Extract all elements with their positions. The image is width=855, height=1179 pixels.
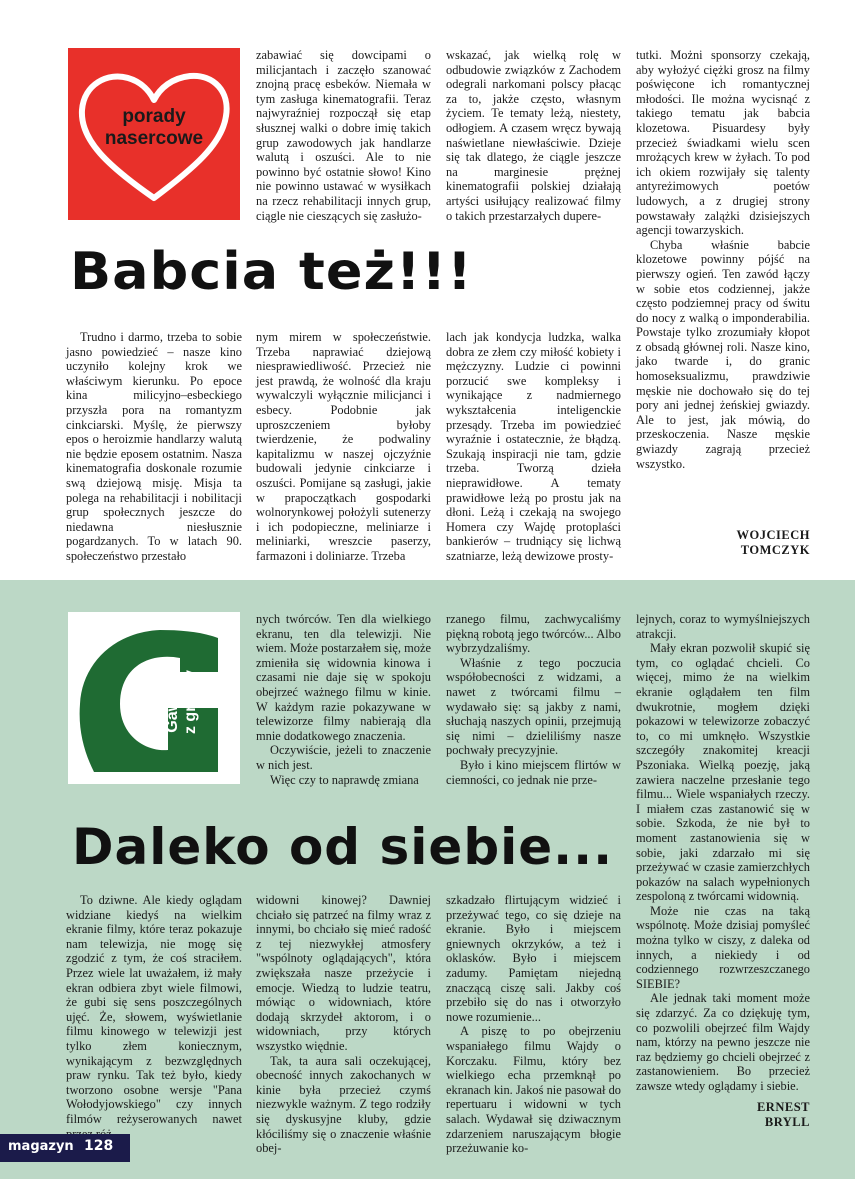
article1-column-2	[256, 330, 431, 564]
author-first-name: WOJCIECH	[736, 528, 810, 542]
paragraph: Więc czy to naprawdę zmiana	[270, 772, 419, 787]
article1-column-4	[636, 48, 810, 471]
paragraph: rzanego filmu, zachwycaliśmy piękną robotą jego twórców... Albo wybrzydzaliśmy.	[446, 612, 621, 656]
author-first-name: ERNEST	[756, 1100, 810, 1114]
paragraph: tutki. Możni sponsorzy czekają, aby wyłożyć ciężki grosz na filmy poświęcone ich romantycznej młodości. Ile można wycisnąć z takiego tematu jak babcia klozetowa. Pisuardesy były przecież świadkami wielu scen mrożących krew w żyłach. To pod ich okiem rozwijały się talenty antyreżimowych poetów ludowych, a z drugiej strony powstawały zalążki dzisiejszych agencji towarzyskich.	[636, 48, 810, 238]
paragraph: Mały ekran pozwolił skupić się tym, co oglądać chcieli. Co więcej, mimo że na wielkim ekranie oglądałem ten film dwukrotnie, mogłem dzięki pokazowi w telewizorze zobaczyć to, co mi umknęło. Wszystkie szczegóły znakomitej kreacji Pszoniaka. Wielką poezję, jaką zawiera naczelne przesłanie tego filmu... Wiele wspaniałych rzeczy. I miałem czas zastanowić się w sobie. Szkoda, że nie był to moment zastanowienia się w sobie, jaki zdarzało mi się przeżywać w czasie zamierzchłych pokazów na salach wypełnionych zespoloną z twórcami widownią.	[636, 641, 810, 904]
paragraph: Ale jednak taki moment może się zdarzyć. Za co dziękuję tym, co pozwolili obejrzeć film Wajdy nam, którzy na pewno jeszcze nie raz będziemy go chcieli obejrzeć z zastanowieniem. Bo przecież zawsze wtedy oglądamy i siebie.	[636, 991, 810, 1093]
logo-gawedy-line1: Gawędy	[164, 671, 181, 733]
paragraph: Chyba właśnie babcie klozetowe powinny pójść na pierwszy ogień. Ten zawód łączy w sobie etos codziennej, jakże często podziemnej pracy od świtu do nocy z walką o imponderabilia. Powstaje tylko zrozumiały kłopot z obsadą głównej roli. Nasze kino, jako twarde i, do granic homoseksualizmu, prawdziwie męskie nie dochowało się do tej pory ani jednej żeńskiej gwiazdy. Ale to jest, jak mówią, do przeskoczenia. Nasze męskie gwiazdy zagrają przecież wszystko.	[636, 237, 810, 471]
paragraph: A piszę to po obejrzeniu wspaniałego filmu Wajdy o Korczaku. Filmu, który bez wielkiego echa przemknął po ekranach kin. Jakoś nie pasował do repertuaru i widowni w tych salach. Wydawał się dziwacznym zdarzeniem naruszającym błogie przeżuwanie ko-	[446, 1024, 621, 1156]
author-last-name: TOMCZYK	[740, 543, 810, 557]
article2-top-column-2	[446, 612, 621, 787]
paragraph: wskazać, jak wielką rolę w odbudowie związków z Zachodem odegrali narkomani polscy płacąc za to, jakże często, własnym życiem. Te tematy leżą, niestety, odłogiem. A czasem wręcz bywają naświetlane niewłaściwie. Dzieje się tak dlatego, że ciągle jeszcze na marginesie prężnej kinematografii polskiej działają artyści usiłujący realizować filmy o takich przestarzałych dupere-	[446, 48, 621, 223]
paragraph: Może nie czas na taką wspólnotę. Może dzisiaj pomyśleć można tylko w ciszy, z daleka od innych, a niekiedy i od codziennego rozwrzeszczanego SIEBIE?	[636, 903, 810, 991]
article2-headline: Daleko od siebie...	[72, 818, 614, 876]
footer-magazine-name: magazyn	[8, 1139, 74, 1154]
paragraph: Tak, ta aura sali oczekującej, obecność innych zakochanych w kinie była przecież czymś niezwykle ważnym. Z tego rodziły się dyskusyjne kluby, gdzie kłóciliśmy się o znaczenie właśnie obej-	[256, 1053, 431, 1156]
paragraph: lach jak kondycja ludzka, walka dobra ze złem czy miłość kobiety i mężczyzny. Ludzie ci powinni porzucić swe kompleksy i wynikające z nadmiernego wykształcenia inteligenckie przesądy. Trzeba im powiedzieć wyraźnie i ostatecznie, że błądzą. Szukają inspiracji nie tam, gdzie trzeba. Tworzą dzieła nieprawidłowe. A tematy prawidłowe leżą po prostu jak na dłoni. Leżą i czekają na swojego Homera czy Wajdę protoplaści bankierów – trudniący się lichwą szatniarze, leżą dewizowe prosty-	[446, 330, 621, 563]
paragraph: Oczywiście, jeżeli to znaczenie w nich jest.	[256, 743, 431, 772]
paragraph: Właśnie z tego poczucia współobecności z widzami, a nawet z twórcami filmu – wydawało się: są jakby z nami, słuchają naszych opinii, przejmują się nimi – dzieliliśmy nasze pochwały precyzyjnie.	[446, 655, 621, 758]
article1-column-3	[446, 330, 621, 564]
article1-top-column-1	[256, 48, 431, 223]
logo-porady-line1: porady	[122, 106, 186, 127]
paragraph: nym mirem w społeczeństwie. Trzeba naprawiać dziejową niesprawiedliwość. Przecież nie jest prawdą, że wolność dla kraju wywalczyli wyłącznie milicjanci i esbecy. Podobnie jak uproszczeniem byłoby twierdzenie, że podwaliny kapitalizmu w naszej ojczyźnie budowali jedynie cinkciarze i oszuści. Pomijane są zasługi, jakie w prapoczątkach gospodarki wolnorynkowej położyli sutenerzy i ich podopieczne, meliniarze i meliniarki, wreszcie paserzy, farmazoni i doliniarze. Trzeba	[256, 330, 431, 563]
article2-column-2	[256, 893, 431, 1156]
logo-gawedy-line2: z grzędy	[182, 670, 199, 735]
author-last-name: BRYLL	[764, 1115, 810, 1129]
paragraph: lejnych, coraz to wymyślniejszych atrakcji.	[636, 612, 810, 641]
footer-page-number: 128	[84, 1138, 114, 1154]
logo-gawedy-text	[164, 642, 200, 762]
article1-author	[700, 528, 810, 558]
paragraph: zabawiać się dowcipami o milicjantach i zaczęło szanować znojną pracę esbeków. Niemała w tym zasługa kinematografii. Teraz najwyraźniej rozpoczął się etap słusznej walki o dobre imię takich grup zawodowych jak handlarze walutą i oszuści. Ale to nie powinno być ostatnie słowo! Kino nie powinno ustawać w wysiłkach na rzecz rehabilitacji innych grup, ciągle nie cieszących się zasłużo-	[256, 48, 431, 223]
article2-top-column-1	[256, 612, 431, 787]
paragraph: To dziwne. Ale kiedy oglądam widziane kiedyś na wielkim ekranie filmy, które teraz pokazuje nam telewizja, nie mogę się zgodzić z tym, że coś straciłem. Przez wiele lat uważałem, iż mały ekran odbiera zbyt wiele filmowi, że gubi się sens poszczególnych ujęć. Że, słowem, wyświetlanie filmu kinowego w telewizji jest tylko złem koniecznym, wynikającym z bezwzględnych praw rynku. Tak też było, kiedy tworzono osobne wersje "Pana Wołodyjowskiego" czy innych filmów reżyserowanych nawet	[66, 893, 242, 1126]
article2-column-4	[636, 612, 810, 1094]
paragraph: widowni kinowej? Dawniej chciało się patrzeć na filmy wraz z innymi, bo chciało się mieć radość z tej niezwykłej atmosfery "wspólnoty oglądających", która zwiększała nasze przeżycie i emocje. Wiedzą to ludzie teatru, mówiąc o widowniach, które dodają skrzydeł aktorom, i o widowniach, przy których wszystko więdnie.	[256, 893, 431, 1053]
porady-nasercowe-logo	[68, 48, 240, 220]
logo-porady-line2: nasercowe	[104, 128, 204, 149]
article1-column-1	[66, 330, 242, 564]
g-letter-icon	[68, 612, 240, 784]
paragraph: nych twórców. Ten dla wielkiego ekranu, ten dla telewizji. Nie wiem. Może postarzałem się, może zmieniła się widownia kinowa i czasami nie daje się w spokoju obejrzeć ważnego filmu w kinie. W każdym razie pokazywane w telewizorze filmy nabierają dla mnie dodatkowego znaczenia.	[256, 612, 431, 743]
article1-top-column-2	[446, 48, 621, 223]
article2-author	[700, 1100, 810, 1130]
paragraph: Trudno i darmo, trzeba to sobie jasno powiedzieć – nasze kino uczyniło kolejny krok we właściwym kierunku. Po epoce kina milicyjno–esbeckiego przyszła pora na romantyzm cinkciarski. Myślę, że pierwszy epos o heroizmie handlarzy walutą nie będzie eposem ostatnim. Nasza kinematografia doskonale rozumie swą dziejową misję. Misja ta polega na rehabilitacji i nobilitacji grup społecznych jeszcze do niedawna niesłusznie pogardzanych. To w latach 90. społeczeństwo przestało	[66, 330, 242, 563]
article2-column-1	[66, 893, 242, 1141]
paragraph: szkadzało flirtującym widzieć i przeżywać tego, co się dzieje na ekranie. Było i miejscem gniewnych okrzyków, a też i oklasków. Było i miejscem zadumy. Pamiętam niejedną znaczącą ciszę sali. Jakby coś przebiło się do nas i otworzyło nowe rozumienie...	[446, 893, 621, 1024]
paragraph: Było i kino miejscem flirtów w ciemności, co jednak nie prze-	[446, 757, 621, 787]
gawedy-z-grzedy-logo	[68, 612, 240, 784]
article2-column-3	[446, 893, 621, 1156]
article1-headline: Babcia też!!!	[70, 241, 473, 302]
